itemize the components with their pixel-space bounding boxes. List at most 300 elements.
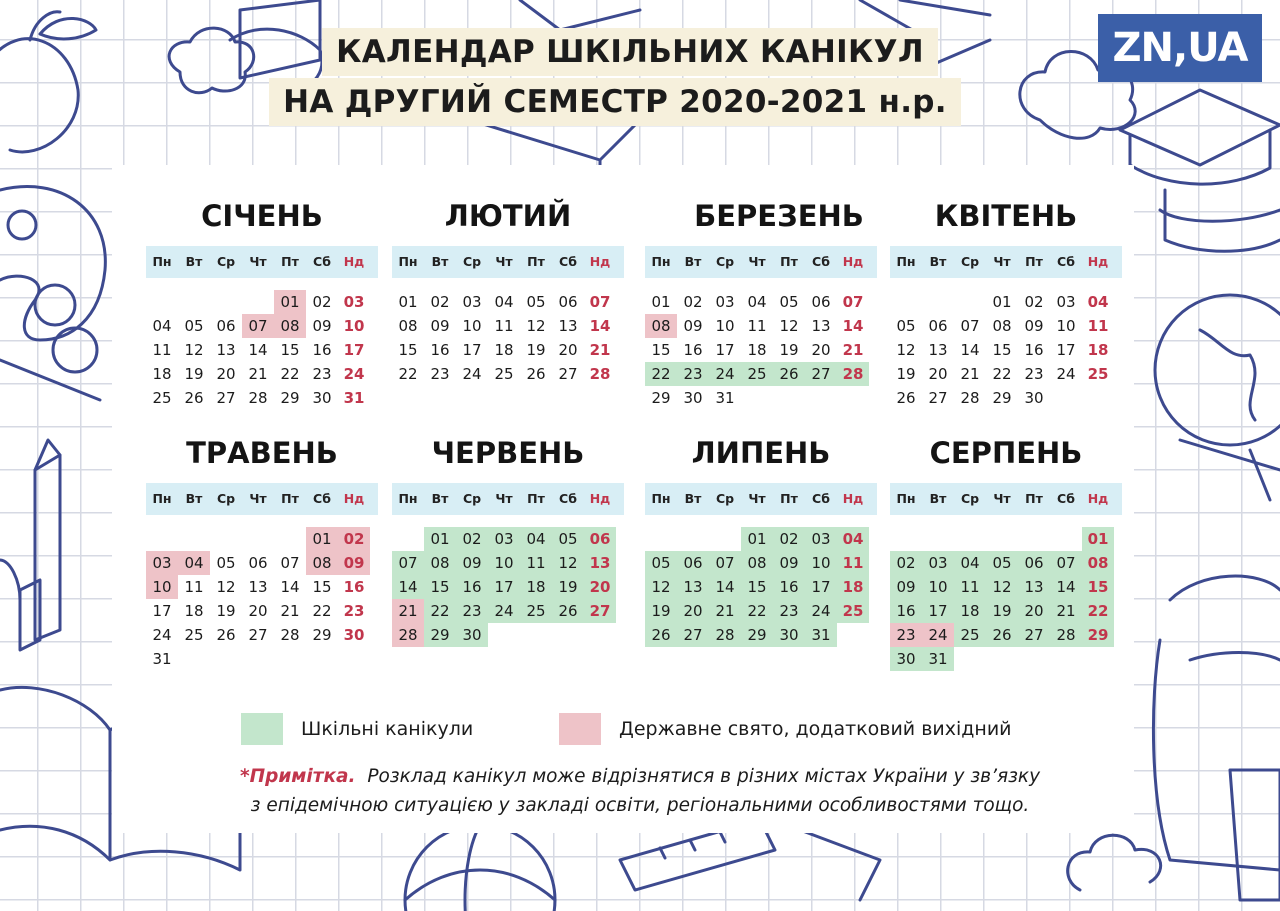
empty-cell [146, 290, 178, 314]
day-cell: 18 [747, 341, 767, 359]
month-name: ЛИПЕНЬ [691, 436, 831, 470]
day-cell: 30 [312, 389, 332, 407]
month-name: СІЧЕНЬ [201, 199, 323, 233]
month-calendar [890, 196, 1122, 410]
legend-holiday-label: Державне свято, додатковий вихідний [619, 718, 1012, 740]
day-cell: 08 [1082, 551, 1114, 575]
weekday-label: Нд [842, 254, 864, 269]
day-cell: 17 [462, 341, 482, 359]
day-cell: 06 [558, 293, 578, 311]
day-cell: 30 [343, 626, 365, 644]
weekday-label: Чт [993, 254, 1011, 269]
day-cell: 06 [216, 317, 236, 335]
days-grid [645, 290, 877, 410]
day-cell: 09 [338, 551, 370, 575]
day-cell: 29 [741, 623, 773, 647]
day-cell: 08 [274, 314, 306, 338]
weekday-label: Вт [185, 254, 203, 269]
day-cell: 06 [928, 317, 948, 335]
day-cell: 27 [1018, 623, 1050, 647]
day-cell: 07 [280, 554, 300, 572]
vacation-swatch [241, 713, 283, 745]
day-cell: 09 [312, 317, 332, 335]
day-cell: 22 [741, 599, 773, 623]
day-cell: 09 [1024, 317, 1044, 335]
day-cell: 13 [216, 341, 236, 359]
day-cell: 24 [805, 599, 837, 623]
day-cell: 28 [280, 626, 300, 644]
title-line-2: НА ДРУГИЙ СЕМЕСТР 2020-2021 н.р. [269, 78, 961, 126]
day-cell: 01 [424, 527, 456, 551]
day-cell: 22 [280, 365, 300, 383]
day-cell: 19 [552, 575, 584, 599]
weekday-label: Пт [780, 491, 798, 506]
weekday-label: Нд [343, 491, 365, 506]
day-cell: 14 [280, 578, 300, 596]
day-cell: 30 [683, 389, 703, 407]
day-cell: 14 [709, 575, 741, 599]
day-cell: 03 [805, 527, 837, 551]
day-cell: 02 [338, 527, 370, 551]
weekday-label: Сб [1057, 491, 1075, 506]
weekday-label: Ср [715, 491, 735, 506]
day-cell: 04 [837, 527, 869, 551]
day-cell: 15 [651, 341, 671, 359]
day-cell: 11 [520, 551, 552, 575]
empty-cell [954, 527, 986, 551]
day-cell: 29 [1082, 623, 1114, 647]
day-cell: 09 [456, 551, 488, 575]
day-cell: 03 [146, 551, 178, 575]
day-cell: 12 [526, 317, 546, 335]
day-cell: 05 [986, 551, 1018, 575]
month-name: СЕРПЕНЬ [929, 436, 1083, 470]
day-cell: 21 [1050, 599, 1082, 623]
pencil-icon [0, 440, 60, 650]
day-cell: 11 [837, 551, 869, 575]
day-cell: 02 [890, 551, 922, 575]
day-cell: 16 [312, 341, 332, 359]
day-cell: 30 [456, 623, 488, 647]
weekday-label: Чт [748, 491, 766, 506]
day-cell: 14 [248, 341, 268, 359]
day-cell: 28 [709, 623, 741, 647]
weekday-header [146, 246, 378, 278]
month-name: БЕРЕЗЕНЬ [694, 199, 864, 233]
weekday-label: Пт [780, 254, 798, 269]
day-cell: 30 [773, 623, 805, 647]
day-cell: 22 [312, 602, 332, 620]
weekday-label: Ср [462, 254, 482, 269]
day-cell: 21 [280, 602, 300, 620]
day-cell: 06 [677, 551, 709, 575]
day-cell: 12 [986, 575, 1018, 599]
weekday-label: Чт [495, 254, 513, 269]
weekday-label: Нд [589, 491, 611, 506]
day-cell: 19 [779, 341, 799, 359]
day-cell: 01 [1082, 527, 1114, 551]
footnote-line-2: з епідемічною ситуацією у закладі освіти, регіональними особливостями тощо. [250, 795, 1030, 816]
day-cell: 20 [216, 365, 236, 383]
day-cell: 28 [248, 389, 268, 407]
day-cell: 22 [645, 362, 677, 386]
day-cell: 02 [683, 293, 703, 311]
day-cell: 02 [773, 527, 805, 551]
day-cell: 19 [184, 365, 204, 383]
month-name: ЛЮТИЙ [444, 199, 572, 233]
day-cell: 18 [954, 599, 986, 623]
day-cell: 04 [494, 293, 514, 311]
day-cell: 04 [152, 317, 172, 335]
day-cell: 08 [398, 317, 418, 335]
month-calendar [392, 196, 624, 386]
day-cell: 25 [1087, 365, 1109, 383]
day-cell: 03 [1056, 293, 1076, 311]
empty-cell [210, 527, 242, 551]
weekday-label: Пн [896, 254, 916, 269]
day-cell: 10 [715, 317, 735, 335]
day-cell: 26 [773, 362, 805, 386]
day-cell: 07 [960, 317, 980, 335]
weekday-label: Сб [313, 491, 331, 506]
day-cell: 26 [645, 623, 677, 647]
cloud-icon [1068, 835, 1161, 890]
month-calendar [146, 433, 378, 671]
day-cell: 30 [890, 647, 922, 671]
weekday-label: Сб [313, 254, 331, 269]
globe-icon [1155, 295, 1280, 500]
day-cell: 07 [842, 293, 864, 311]
weekday-label: Ср [216, 254, 236, 269]
day-cell: 28 [392, 623, 424, 647]
day-cell: 24 [343, 365, 365, 383]
day-cell: 11 [152, 341, 172, 359]
day-cell: 09 [683, 317, 703, 335]
day-cell: 03 [462, 293, 482, 311]
day-cell: 30 [1024, 389, 1044, 407]
empty-cell [890, 527, 922, 551]
day-cell: 08 [645, 314, 677, 338]
weekday-header [392, 246, 624, 278]
weekday-header [890, 246, 1122, 278]
footnote [140, 762, 1140, 820]
day-cell: 03 [488, 527, 520, 551]
month-calendar [645, 196, 877, 410]
day-cell: 15 [312, 578, 332, 596]
day-cell: 06 [1018, 551, 1050, 575]
weekday-label: Пт [281, 491, 299, 506]
empty-cell [922, 527, 954, 551]
day-cell: 21 [842, 341, 864, 359]
day-cell: 23 [343, 602, 365, 620]
day-cell: 14 [842, 317, 864, 335]
weekday-header [645, 246, 877, 278]
weekday-label: Вт [929, 491, 947, 506]
day-cell: 10 [462, 317, 482, 335]
legend-vacation [241, 713, 473, 745]
days-grid [890, 290, 1122, 410]
empty-cell [1050, 527, 1082, 551]
footnote-line-1: Розклад канікул може відрізнятися в різних містах України у зв’язку [367, 766, 1041, 787]
title-line-1: КАЛЕНДАР ШКІЛЬНИХ КАНІКУЛ [322, 28, 938, 76]
day-cell: 05 [184, 317, 204, 335]
day-cell: 18 [494, 341, 514, 359]
weekday-header [890, 483, 1122, 515]
day-cell: 08 [424, 551, 456, 575]
weekday-label: Вт [431, 491, 449, 506]
days-grid [392, 527, 624, 647]
day-cell: 15 [280, 341, 300, 359]
day-cell: 20 [584, 575, 616, 599]
day-cell: 20 [677, 599, 709, 623]
day-cell: 22 [424, 599, 456, 623]
day-cell: 25 [741, 362, 773, 386]
day-cell: 23 [312, 365, 332, 383]
day-cell: 10 [805, 551, 837, 575]
month-name: ТРАВЕНЬ [186, 436, 338, 470]
day-cell: 26 [216, 626, 236, 644]
day-cell: 12 [216, 578, 236, 596]
day-cell: 01 [651, 293, 671, 311]
month-calendar [890, 433, 1122, 671]
day-cell: 31 [343, 389, 365, 407]
day-cell: 27 [584, 599, 616, 623]
day-cell: 22 [1082, 599, 1114, 623]
empty-cell [242, 290, 274, 314]
day-cell: 04 [747, 293, 767, 311]
day-cell: 18 [152, 365, 172, 383]
day-cell: 21 [589, 341, 611, 359]
weekday-label: Пн [651, 491, 671, 506]
weekday-header [392, 483, 624, 515]
day-cell: 12 [779, 317, 799, 335]
weekday-label: Вт [185, 491, 203, 506]
day-cell: 18 [184, 602, 204, 620]
day-cell: 10 [1056, 317, 1076, 335]
day-cell: 03 [715, 293, 735, 311]
day-cell: 29 [312, 626, 332, 644]
weekday-header [645, 483, 877, 515]
day-cell: 17 [152, 602, 172, 620]
empty-cell [274, 527, 306, 551]
weekday-label: Ср [960, 491, 980, 506]
weekday-label: Нд [343, 254, 365, 269]
day-cell: 20 [1018, 599, 1050, 623]
weekday-label: Пт [1025, 491, 1043, 506]
day-cell: 15 [424, 575, 456, 599]
empty-cell [890, 290, 922, 314]
weekday-label: Пн [152, 491, 172, 506]
month-name: КВІТЕНЬ [934, 199, 1078, 233]
weekday-label: Вт [684, 254, 702, 269]
day-cell: 24 [488, 599, 520, 623]
day-cell: 19 [896, 365, 916, 383]
day-cell: 31 [922, 647, 954, 671]
empty-cell [986, 527, 1018, 551]
weekday-label: Пт [281, 254, 299, 269]
day-cell: 25 [837, 599, 869, 623]
day-cell: 29 [424, 623, 456, 647]
weekday-label: Ср [462, 491, 482, 506]
day-cell: 01 [741, 527, 773, 551]
day-cell: 11 [494, 317, 514, 335]
day-cell: 28 [960, 389, 980, 407]
day-cell: 21 [709, 599, 741, 623]
weekday-label: Сб [559, 254, 577, 269]
days-grid [146, 527, 378, 671]
day-cell: 15 [1082, 575, 1114, 599]
day-cell: 23 [677, 362, 709, 386]
day-cell: 16 [456, 575, 488, 599]
day-cell: 27 [216, 389, 236, 407]
day-cell: 26 [552, 599, 584, 623]
day-cell: 21 [960, 365, 980, 383]
day-cell: 26 [986, 623, 1018, 647]
empty-cell [146, 527, 178, 551]
empty-cell [922, 290, 954, 314]
weekday-label: Нд [1087, 491, 1109, 506]
day-cell: 04 [954, 551, 986, 575]
weekday-label: Ср [216, 491, 236, 506]
day-cell: 29 [992, 389, 1012, 407]
month-name: ЧЕРВЕНЬ [431, 436, 585, 470]
day-cell: 13 [558, 317, 578, 335]
day-cell: 02 [312, 293, 332, 311]
day-cell: 16 [1024, 341, 1044, 359]
footnote-label: *Примітка. [239, 766, 356, 787]
day-cell: 16 [683, 341, 703, 359]
day-cell: 22 [992, 365, 1012, 383]
day-cell: 31 [715, 389, 735, 407]
day-cell: 24 [922, 623, 954, 647]
day-cell: 02 [430, 293, 450, 311]
day-cell: 12 [552, 551, 584, 575]
day-cell: 16 [430, 341, 450, 359]
day-cell: 07 [709, 551, 741, 575]
day-cell: 07 [589, 293, 611, 311]
day-cell: 06 [584, 527, 616, 551]
weekday-label: Пт [527, 491, 545, 506]
day-cell: 15 [398, 341, 418, 359]
day-cell: 06 [811, 293, 831, 311]
empty-cell [677, 527, 709, 551]
day-cell: 27 [928, 389, 948, 407]
day-cell: 07 [1050, 551, 1082, 575]
day-cell: 24 [1056, 365, 1076, 383]
day-cell: 02 [1024, 293, 1044, 311]
day-cell: 11 [1087, 317, 1109, 335]
day-cell: 11 [184, 578, 204, 596]
day-cell: 09 [430, 317, 450, 335]
weekday-label: Сб [559, 491, 577, 506]
day-cell: 26 [526, 365, 546, 383]
month-calendar [146, 196, 378, 410]
day-cell: 16 [343, 578, 365, 596]
day-cell: 05 [896, 317, 916, 335]
day-cell: 09 [890, 575, 922, 599]
day-cell: 11 [747, 317, 767, 335]
day-cell: 27 [805, 362, 837, 386]
empty-cell [709, 527, 741, 551]
days-grid [645, 527, 877, 647]
palette-icon [0, 187, 105, 400]
day-cell: 25 [954, 623, 986, 647]
day-cell: 04 [520, 527, 552, 551]
empty-cell [1018, 527, 1050, 551]
weekday-label: Нд [589, 254, 611, 269]
day-cell: 31 [805, 623, 837, 647]
day-cell: 10 [922, 575, 954, 599]
day-cell: 15 [741, 575, 773, 599]
legend-holiday [559, 713, 1012, 745]
day-cell: 24 [462, 365, 482, 383]
day-cell: 24 [152, 626, 172, 644]
month-calendar [392, 433, 624, 647]
day-cell: 20 [248, 602, 268, 620]
day-cell: 12 [645, 575, 677, 599]
day-cell: 18 [520, 575, 552, 599]
day-cell: 10 [343, 317, 365, 335]
day-cell: 19 [645, 599, 677, 623]
day-cell: 01 [398, 293, 418, 311]
holiday-swatch [559, 713, 601, 745]
empty-cell [242, 527, 274, 551]
legend-vacation-label: Шкільні канікули [301, 718, 474, 740]
empty-cell [178, 290, 210, 314]
day-cell: 08 [992, 317, 1012, 335]
day-cell: 23 [1024, 365, 1044, 383]
weekday-label: Ср [715, 254, 735, 269]
weekday-label: Сб [812, 254, 830, 269]
weekday-label: Чт [993, 491, 1011, 506]
day-cell: 20 [928, 365, 948, 383]
day-cell: 25 [184, 626, 204, 644]
day-cell: 28 [837, 362, 869, 386]
day-cell: 20 [558, 341, 578, 359]
day-cell: 14 [960, 341, 980, 359]
day-cell: 19 [526, 341, 546, 359]
day-cell: 18 [837, 575, 869, 599]
weekday-label: Пн [398, 254, 418, 269]
weekday-label: Пн [152, 254, 172, 269]
day-cell: 22 [398, 365, 418, 383]
day-cell: 27 [248, 626, 268, 644]
day-cell: 16 [773, 575, 805, 599]
weekday-label: Чт [748, 254, 766, 269]
day-cell: 31 [152, 650, 172, 668]
day-cell: 14 [392, 575, 424, 599]
day-cell: 23 [430, 365, 450, 383]
empty-cell [954, 290, 986, 314]
weekday-label: Пн [651, 254, 671, 269]
day-cell: 17 [343, 341, 365, 359]
day-cell: 23 [890, 623, 922, 647]
day-cell: 17 [805, 575, 837, 599]
day-cell: 20 [811, 341, 831, 359]
day-cell: 14 [1050, 575, 1082, 599]
day-cell: 17 [488, 575, 520, 599]
day-cell: 19 [986, 599, 1018, 623]
day-cell: 13 [677, 575, 709, 599]
zn-ua-logo: ZN,UA [1098, 14, 1262, 82]
month-calendar [645, 433, 877, 647]
day-cell: 13 [584, 551, 616, 575]
weekday-header [146, 483, 378, 515]
day-cell: 12 [896, 341, 916, 359]
day-cell: 04 [1087, 293, 1109, 311]
day-cell: 08 [306, 551, 338, 575]
day-cell: 01 [274, 290, 306, 314]
